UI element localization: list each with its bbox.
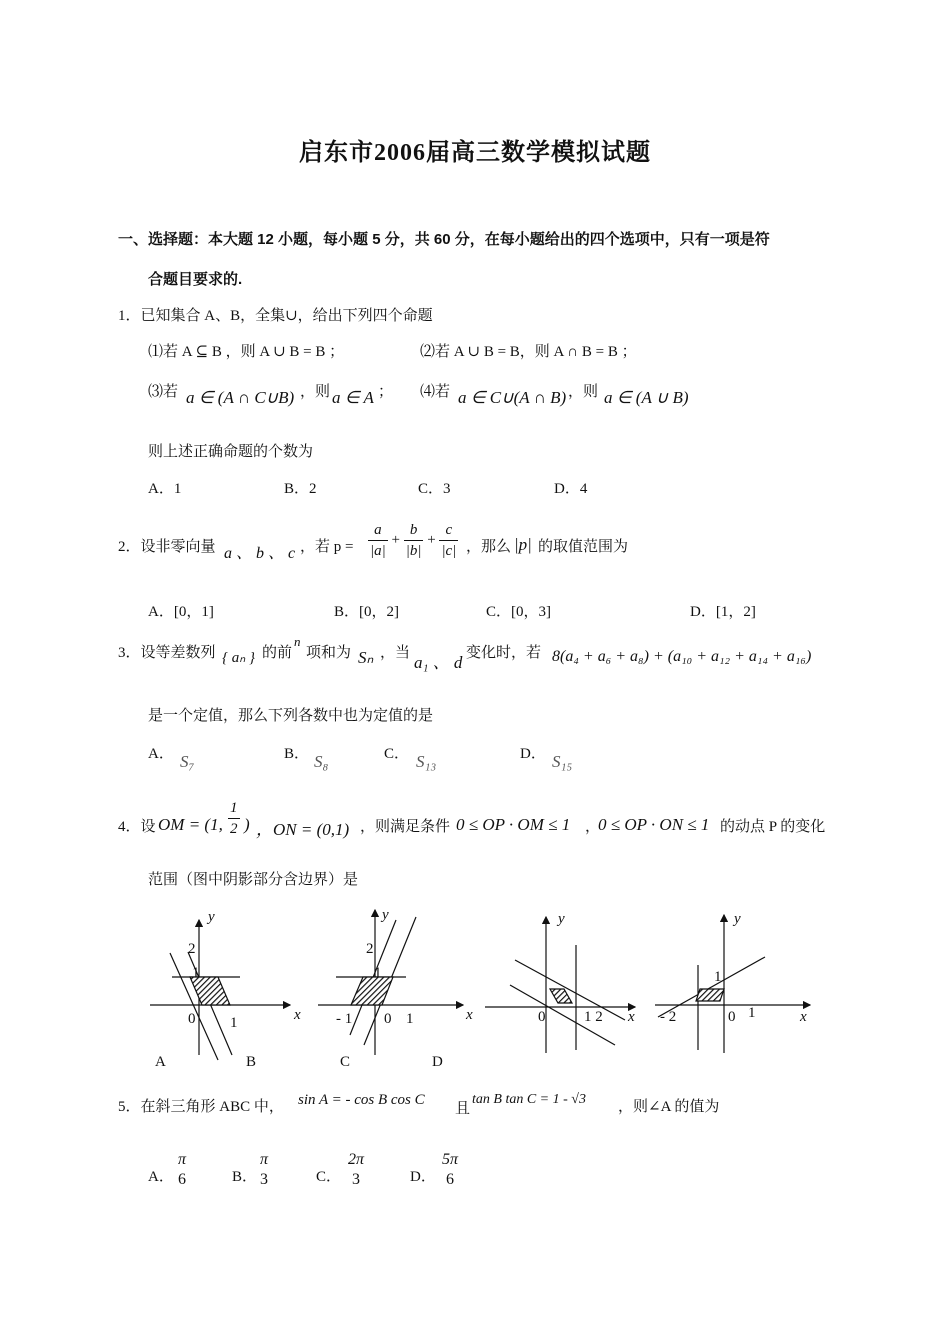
q2-option-d: D．[1，2] bbox=[690, 604, 756, 620]
graph-d-x-label: x bbox=[800, 1009, 807, 1025]
q3-expression: 8(a₄ + a₆ + a₈) + (a₁₀ + a₁₂ + a₁₄ + a₁₆) bbox=[552, 648, 812, 665]
q3-option-d: D． bbox=[520, 746, 546, 762]
q5-option-d: D． bbox=[410, 1169, 436, 1185]
q4-on: ，ON = (0,1) bbox=[256, 820, 350, 839]
q2-then: ，那么 bbox=[466, 539, 512, 555]
graph-b-y-label: y bbox=[382, 907, 389, 923]
q3-option-d-val: S₁₅ bbox=[552, 752, 573, 771]
q5-frac-d-num: 5π bbox=[442, 1151, 459, 1168]
q5-frac-c-den: 3 bbox=[352, 1171, 360, 1188]
graph-a-tick-1: 1 bbox=[192, 965, 200, 981]
q3-n: n bbox=[294, 634, 301, 649]
q1-option-c: C．3 bbox=[418, 481, 451, 497]
q5-eq2: tan B tan C = 1 - √3 bbox=[472, 1092, 586, 1107]
q1-prop3-mid: ，则 bbox=[300, 384, 331, 400]
q4-cond1: 0 ≤ OP · OM ≤ 1 bbox=[456, 815, 571, 834]
q1-prop3-pre: ⑶若 bbox=[148, 384, 179, 400]
q1-stem: 1．已知集合 A、B，全集∪，给出下列四个命题 bbox=[118, 308, 433, 324]
graph-a bbox=[150, 920, 290, 1060]
q5-option-c: C． bbox=[316, 1169, 342, 1185]
q4-half-num: 1 bbox=[228, 798, 240, 819]
q5-option-b-frac bbox=[258, 1150, 270, 1190]
q2-formula: $\frac{a}{|a|}$ + $\frac{b}{|b|}$ + $\frac{c}{|c|}$ bbox=[370, 522, 457, 559]
q3-sn: Sₙ bbox=[358, 648, 374, 667]
page-title: 启东市2006届高三数学模拟试题 bbox=[299, 140, 651, 166]
q4-stem-pre: 4．设 bbox=[118, 819, 156, 835]
graph-d-x1: 1 bbox=[748, 1005, 756, 1021]
q4-half-frac bbox=[228, 798, 240, 839]
q5-option-c-frac bbox=[346, 1150, 366, 1190]
q4-om-end: ) bbox=[244, 815, 250, 834]
q2-frac-c bbox=[439, 520, 458, 561]
q4-om: OM = (1, bbox=[158, 815, 223, 834]
graph-a-origin: 0 bbox=[188, 1011, 196, 1027]
q1-question: 则上述正确命题的个数为 bbox=[148, 444, 314, 460]
q2-frac-c-num: c bbox=[439, 520, 458, 541]
q2-stem-pre: 2．设非零向量 bbox=[118, 539, 216, 555]
q5-frac-d bbox=[440, 1150, 460, 1190]
q5-and: 且 bbox=[455, 1101, 471, 1117]
section-heading-line2: 合题目要求的. bbox=[148, 271, 243, 288]
graph-b-tick-2: 2 bbox=[366, 941, 374, 957]
q4-label-c: C bbox=[340, 1054, 351, 1070]
graph-a-x-label: x bbox=[294, 1007, 301, 1023]
q5-frac-c-num: 2π bbox=[348, 1151, 365, 1168]
q5-frac-c bbox=[346, 1150, 366, 1190]
q5-frac-b bbox=[258, 1150, 270, 1190]
q2-vectors: a 、 b 、 c bbox=[224, 545, 296, 562]
q1-prop3-end: ； bbox=[378, 384, 394, 400]
q5-tail: ，则∠A 的值为 bbox=[618, 1099, 720, 1115]
graph-a-x1: 1 bbox=[230, 1015, 238, 1031]
q5-frac-a-den: 6 bbox=[178, 1171, 186, 1188]
q4-half-den: 2 bbox=[230, 821, 238, 837]
graph-d-tick-1: 1 bbox=[714, 969, 722, 985]
q2-if bbox=[300, 535, 353, 556]
q3-option-a: A． bbox=[148, 746, 174, 762]
q4-label-d: D bbox=[432, 1054, 443, 1070]
graph-d-xm2: - 2 bbox=[660, 1009, 677, 1025]
graph-d-y-label: y bbox=[734, 911, 741, 927]
q1-option-a: A．1 bbox=[148, 481, 182, 497]
q3-option-b: B． bbox=[284, 746, 310, 762]
q4-comma: ， bbox=[585, 819, 601, 835]
graph-b-x1: 1 bbox=[406, 1011, 414, 1027]
q1-option-d: D．4 bbox=[554, 481, 588, 497]
q3-line2: 是一个定值，那么下列各数中也为定值的是 bbox=[148, 708, 434, 724]
q1-prop4-mid: ，则 bbox=[568, 384, 599, 400]
q1-prop2: ⑵若 A ∪ B = B，则 A ∩ B = B ； bbox=[420, 344, 637, 360]
q5-frac-b-den: 3 bbox=[260, 1171, 268, 1188]
q3-stem-pre: 3．设等差数列 bbox=[118, 645, 216, 661]
q5-frac-a-num: π bbox=[178, 1151, 187, 1168]
graph-c-x-label: x bbox=[628, 1009, 635, 1025]
q2-if-text: ，若 p = bbox=[300, 539, 354, 555]
q5-frac-b-num: π bbox=[260, 1151, 269, 1168]
q4-tail: 的动点 P 的变化 bbox=[720, 819, 826, 835]
q1-prop4-pre: ⑷若 bbox=[420, 384, 451, 400]
q2-frac-a bbox=[368, 520, 388, 561]
q3-a1-d: a₁ 、 d bbox=[414, 653, 463, 672]
graph-c bbox=[485, 917, 635, 1053]
q2-option-b: B．[0，2] bbox=[334, 604, 399, 620]
graph-c-y-label: y bbox=[558, 911, 565, 927]
q4-graphs bbox=[140, 905, 820, 1075]
graph-b bbox=[318, 910, 463, 1055]
q4-line2: 范围（图中阴影部分含边界）是 bbox=[148, 872, 359, 888]
graph-b-origin: 0 bbox=[384, 1011, 392, 1027]
q5-frac-a bbox=[176, 1150, 188, 1190]
q5-stem-pre: 5．在斜三角形 ABC 中， bbox=[118, 1099, 284, 1115]
q5-option-a-frac bbox=[176, 1150, 188, 1190]
q3-option-b-val: S₈ bbox=[314, 752, 329, 771]
graph-a-y-label: y bbox=[208, 909, 215, 925]
graph-c-x12: 1 2 bbox=[584, 1009, 603, 1025]
graph-b-xm1: - 1 bbox=[336, 1011, 353, 1027]
q2-option-a: A．[0，1] bbox=[148, 604, 214, 620]
q4-half bbox=[228, 798, 240, 839]
q1-prop4-math: a ∈ C∪(A ∩ B) bbox=[458, 388, 567, 407]
q4-cond-pre: ，则满足条件 bbox=[360, 819, 451, 835]
graph-d bbox=[655, 915, 810, 1053]
section-heading-line1: 一、选择题：本大题 12 小题，每小题 5 分，共 60 分，在每小题给出的四个选项中，只有一项是符 bbox=[118, 231, 770, 248]
q1-prop3-result: a ∈ A bbox=[332, 388, 374, 407]
graph-a-tick-2: 2 bbox=[188, 941, 196, 957]
q3-seq: { aₙ } bbox=[222, 650, 255, 666]
q3-option-a-val: S₇ bbox=[180, 752, 195, 771]
q3-mid3: ，当 bbox=[380, 645, 411, 661]
q5-frac-d-den: 6 bbox=[446, 1171, 454, 1188]
q1-prop3-math: a ∈ (A ∩ C∪B) bbox=[186, 388, 295, 407]
q2-frac-c-den: |c| bbox=[441, 543, 457, 559]
q4-label-a: A bbox=[155, 1054, 166, 1070]
q2-frac-b-den: |b| bbox=[405, 543, 422, 559]
graph-b-x-label: x bbox=[466, 1007, 473, 1023]
q3-mid4: 变化时，若 bbox=[466, 645, 542, 661]
q2-abs-p: |p| bbox=[514, 535, 532, 554]
q5-option-b: B． bbox=[232, 1169, 258, 1185]
q2-frac-b-num: b bbox=[404, 520, 424, 541]
graph-c-origin: 0 bbox=[538, 1009, 546, 1025]
graph-b-tick-1: 1 bbox=[374, 965, 382, 981]
q3-option-c-val: S₁₃ bbox=[416, 752, 437, 771]
q2-frac-a-den: |a| bbox=[370, 543, 386, 559]
q2-frac-b bbox=[404, 520, 424, 561]
q5-option-d-frac bbox=[440, 1150, 460, 1190]
q1-prop4-result: a ∈ (A ∪ B) bbox=[604, 388, 689, 407]
q3-mid1: 的前 bbox=[262, 645, 293, 661]
q5-option-a: A． bbox=[148, 1169, 174, 1185]
q3-option-c: C． bbox=[384, 746, 410, 762]
q2-frac-a-num: a bbox=[368, 520, 388, 541]
q1-prop1: ⑴若 A ⊆ B ，则 A ∪ B = B ； bbox=[148, 344, 345, 360]
q4-cond2: 0 ≤ OP · ON ≤ 1 bbox=[598, 815, 710, 834]
q4-label-b: B bbox=[246, 1054, 257, 1070]
q1-option-b: B．2 bbox=[284, 481, 317, 497]
q1-prop3 bbox=[148, 380, 178, 401]
q2-tail: 的取值范围为 bbox=[538, 539, 629, 555]
graph-d-origin: 0 bbox=[728, 1009, 736, 1025]
q2-option-c: C．[0，3] bbox=[486, 604, 551, 620]
q3-mid2: 项和为 bbox=[306, 645, 352, 661]
q5-eq1: sin A = - cos B cos C bbox=[298, 1092, 425, 1108]
